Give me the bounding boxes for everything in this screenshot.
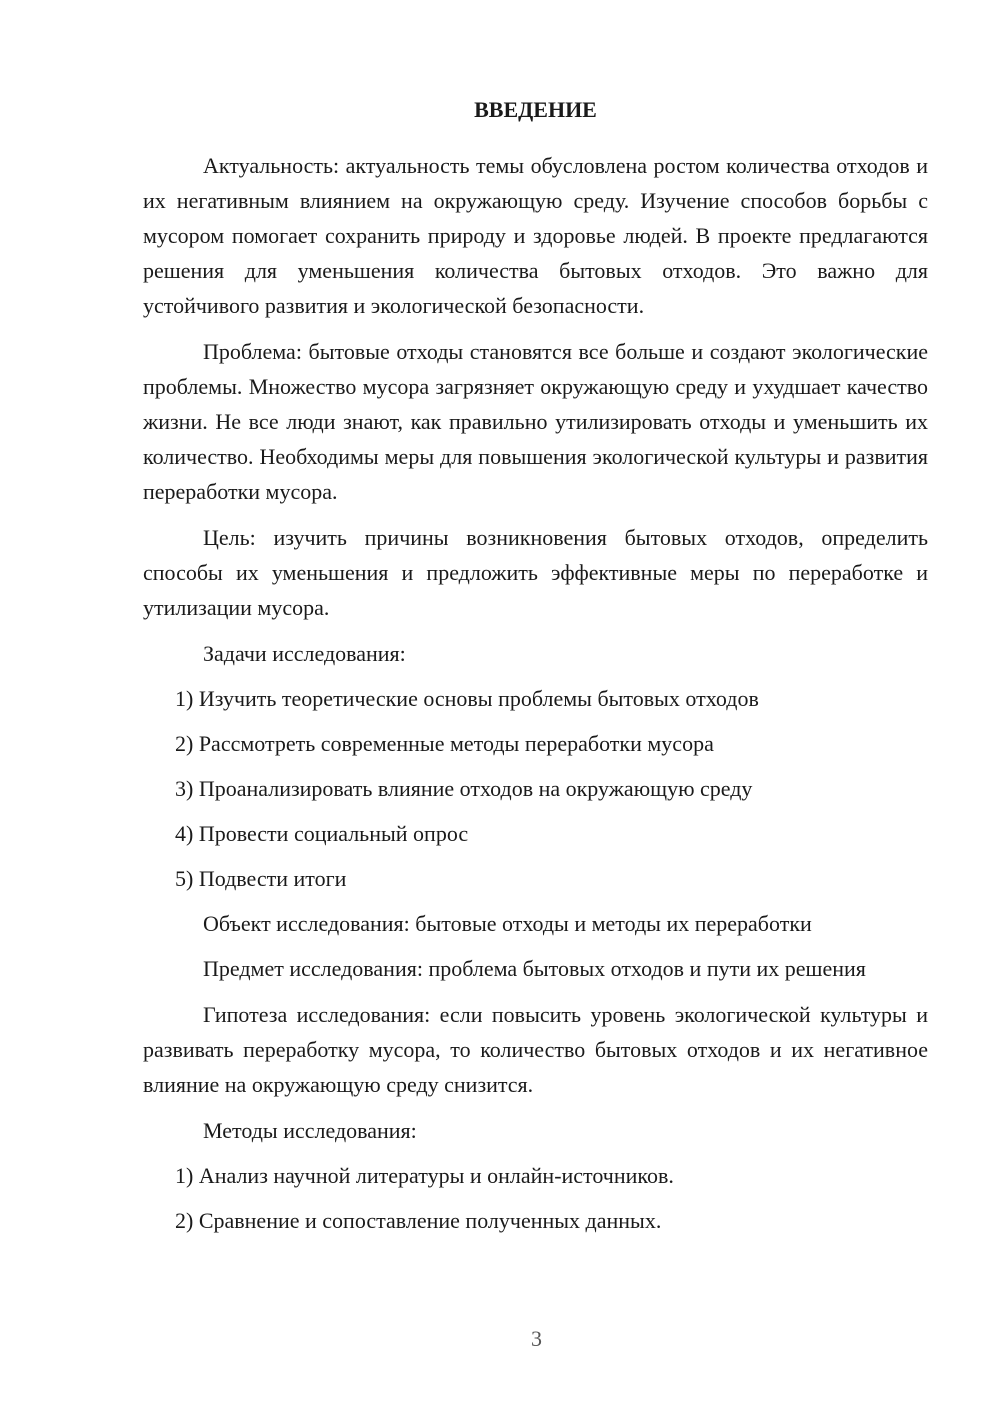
goal-paragraph: Цель: изучить причины возникновения бытовых отходов, определить способы их уменьшения и предложить эффективные меры по переработке и утилизации мусора. — [143, 525, 928, 620]
object-paragraph: Объект исследования: бытовые отходы и методы их переработки — [203, 911, 812, 936]
task-item: 3) Проанализировать влияние отходов на окружающую среду — [175, 776, 753, 801]
page-content — [143, 94, 928, 1248]
problem-paragraph: Проблема: бытовые отходы становятся все больше и создают экологические проблемы. Множество мусора загрязняет окружающую среду и ухудшает качество жизни. Не все люди знают, как правильно утилизировать отходы и уменьшить их количество. Необходимы меры для повышения экологической культуры и развития переработки мусора. — [143, 339, 928, 504]
task-item: 2) Рассмотреть современные методы переработки мусора — [175, 731, 714, 756]
method-item: 1) Анализ научной литературы и онлайн-источников. — [175, 1163, 674, 1188]
page-title: ВВЕДЕНИЕ — [474, 97, 597, 122]
subject-paragraph: Предмет исследования: проблема бытовых отходов и пути их решения — [203, 956, 866, 981]
hypothesis-paragraph: Гипотеза исследования: если повысить уровень экологической культуры и развивать переработку мусора, то количество бытовых отходов и их негативное влияние на окружающую среду снизится. — [143, 1002, 928, 1097]
page-number: 3 — [531, 1326, 542, 1351]
method-item: 2) Сравнение и сопоставление полученных данных. — [175, 1208, 662, 1233]
tasks-heading: Задачи исследования: — [203, 641, 406, 666]
methods-heading: Методы исследования: — [203, 1118, 417, 1143]
task-item: 4) Провести социальный опрос — [175, 821, 469, 846]
relevance-paragraph: Актуальность: актуальность темы обусловлена ростом количества отходов и их негативным влиянием на окружающую среду. Изучение способов борьбы с мусором помогает сохранить природу и здоровье людей. В проекте предлагаются решения для уменьшения количества бытовых отходов. Это важно для устойчивого развития и экологической безопасности. — [143, 153, 928, 318]
task-item: 1) Изучить теоретические основы проблемы бытовых отходов — [175, 686, 759, 711]
task-item: 5) Подвести итоги — [175, 866, 347, 891]
